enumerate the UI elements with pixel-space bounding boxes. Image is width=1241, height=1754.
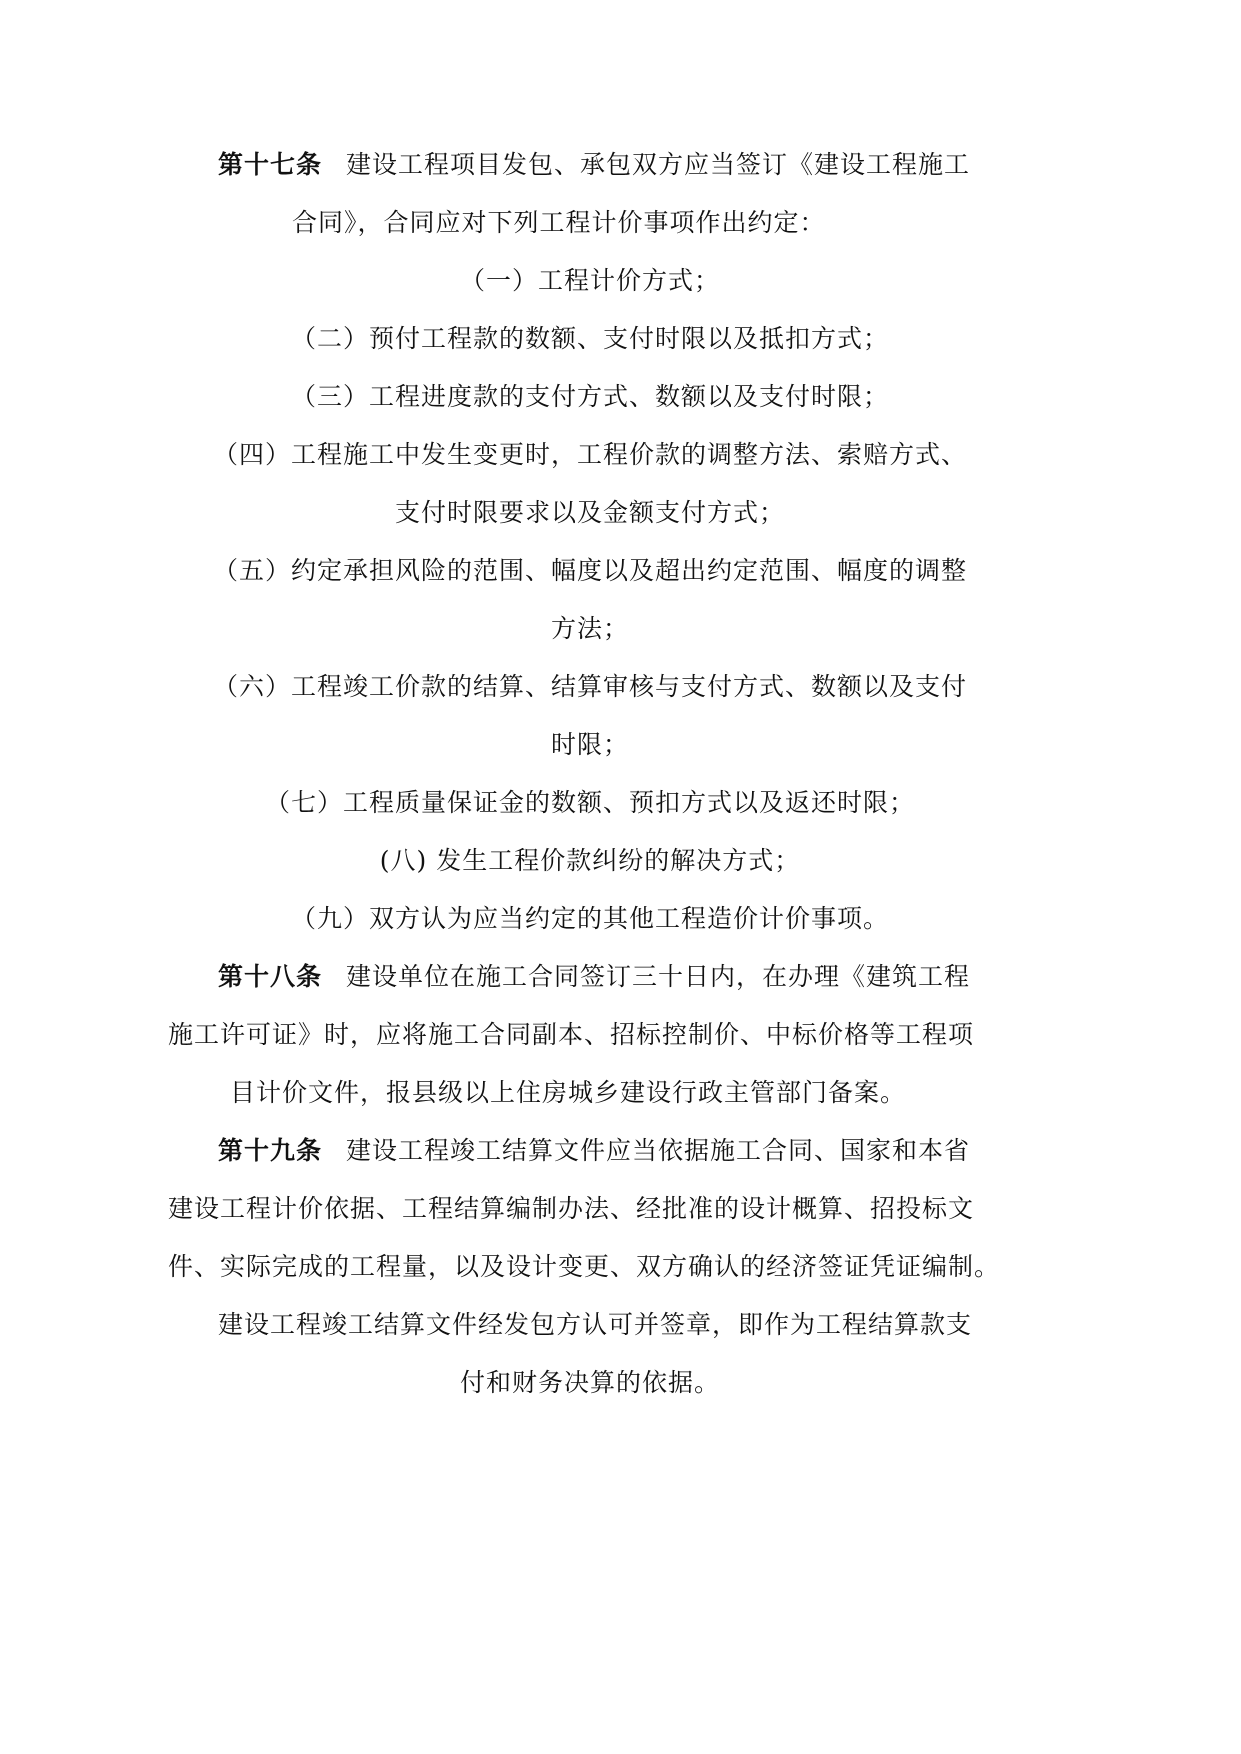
item-7: （七）工程质量保证金的数额、预扣方式以及返还时限； <box>264 788 915 817</box>
item-3: （三）工程进度款的支付方式、数额以及支付时限； <box>290 382 889 411</box>
article-17-line-2: 合同》，合同应对下列工程计价事项作出约定： <box>292 208 826 237</box>
article-18-heading: 第十八条 <box>218 962 323 991</box>
article-18-line-2: 施工许可证》时，应将施工合同副本、招标控制价、中标价格等工程项 <box>168 1020 975 1049</box>
article-19-para-2-line-2: 付和财务决算的依据。 <box>459 1368 720 1397</box>
article-19-line-1 <box>218 1134 970 1168</box>
item-4-continued: 支付时限要求以及金额支付方式； <box>394 498 785 527</box>
item-5-continued: 方法； <box>550 614 629 643</box>
article-18-text-1: 建设单位在施工合同签订三十日内，在办理《建筑工程 <box>346 962 971 991</box>
article-19-text-1: 建设工程竣工结算文件应当依据施工合同、国家和本省 <box>346 1136 971 1165</box>
article-17-line-1 <box>218 148 970 182</box>
article-18-line-3: 目计价文件，报县级以上住房城乡建设行政主管部门备案。 <box>230 1078 907 1107</box>
item-1: （一）工程计价方式； <box>459 266 720 295</box>
item-6-continued: 时限； <box>550 730 629 759</box>
article-17-text-1: 建设工程项目发包、承包双方应当签订《建设工程施工 <box>346 150 971 179</box>
item-4: （四）工程施工中发生变更时，工程价款的调整方法、索赔方式、 <box>212 440 967 469</box>
article-19-para-2-line-1: 建设工程竣工结算文件经发包方认可并签章，即作为工程结算款支 <box>218 1310 973 1339</box>
article-19-line-3: 件、实际完成的工程量，以及设计变更、双方确认的经济签证凭证编制。 <box>168 1252 1001 1281</box>
item-5: （五）约定承担风险的范围、幅度以及超出约定范围、幅度的调整 <box>212 556 967 585</box>
item-8: (八) 发生工程价款纠纷的解决方式； <box>379 846 801 875</box>
article-18-line-1 <box>218 960 970 994</box>
item-6: （六）工程竣工价款的结算、结算审核与支付方式、数额以及支付 <box>212 672 967 701</box>
item-9: （九）双方认为应当约定的其他工程造价计价事项。 <box>290 904 889 933</box>
article-19-line-2: 建设工程计价依据、工程结算编制办法、经批准的设计概算、招投标文 <box>168 1194 975 1223</box>
item-2: （二）预付工程款的数额、支付时限以及抵扣方式； <box>290 324 889 353</box>
article-19-heading: 第十九条 <box>218 1136 323 1165</box>
article-17-heading: 第十七条 <box>218 150 323 179</box>
